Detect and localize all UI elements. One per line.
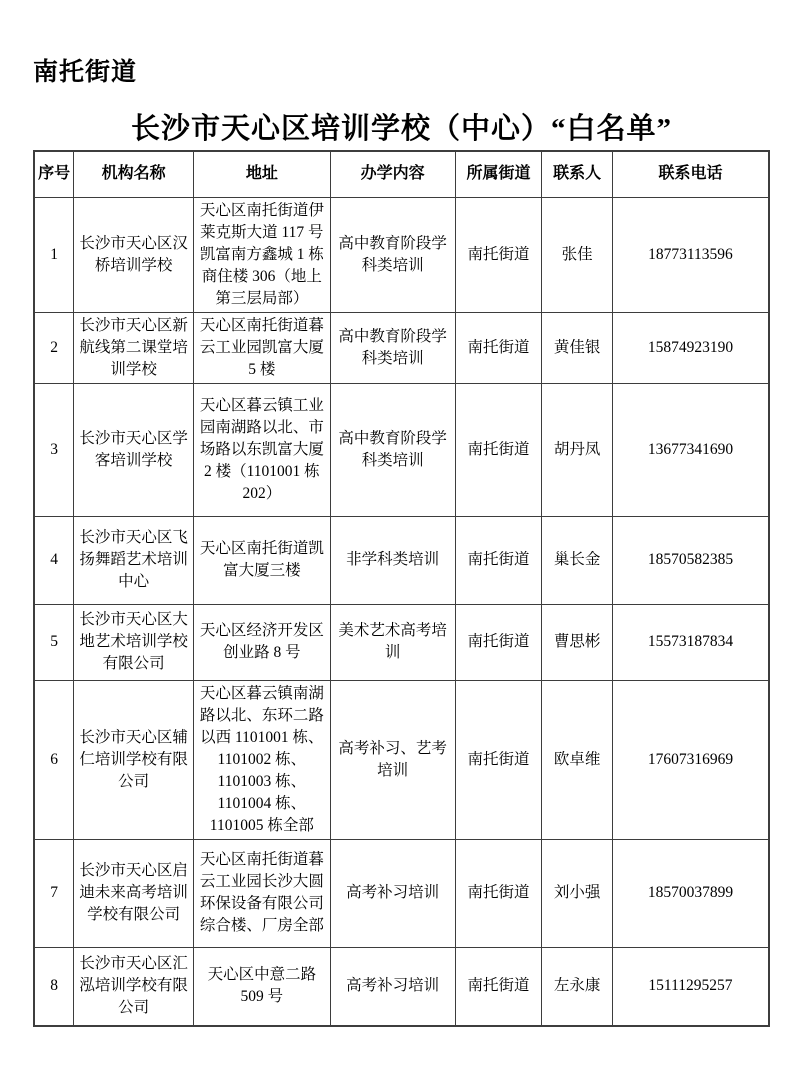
table-row [34, 312, 769, 383]
cell-street: 南托街道 [455, 680, 542, 839]
col-header-contact: 联系人 [542, 151, 613, 197]
col-header-org-name: 机构名称 [74, 151, 194, 197]
cell-serial: 8 [34, 947, 74, 1026]
cell-content: 高考补习、艺考培训 [330, 680, 455, 839]
cell-phone: 18570037899 [612, 839, 769, 947]
cell-contact: 欧卓维 [542, 680, 613, 839]
cell-content: 美术艺术高考培训 [330, 604, 455, 680]
cell-org-name: 长沙市天心区汇泓培训学校有限公司 [74, 947, 194, 1026]
col-header-address: 地址 [193, 151, 330, 197]
table-row [34, 839, 769, 947]
cell-content: 高中教育阶段学科类培训 [330, 312, 455, 383]
cell-contact: 胡丹凤 [542, 383, 613, 516]
table-header-row [34, 151, 769, 197]
cell-address: 天心区南托街道暮云工业园长沙大圆环保设备有限公司综合楼、厂房全部 [193, 839, 330, 947]
cell-serial: 7 [34, 839, 74, 947]
cell-phone: 15111295257 [612, 947, 769, 1026]
cell-address: 天心区经济开发区创业路 8 号 [193, 604, 330, 680]
cell-serial: 1 [34, 197, 74, 312]
cell-address: 天心区暮云镇工业园南湖路以北、市场路以东凯富大厦 2 楼（1101001 栋 202） [193, 383, 330, 516]
cell-phone: 15874923190 [612, 312, 769, 383]
cell-content: 高中教育阶段学科类培训 [330, 383, 455, 516]
cell-org-name: 长沙市天心区学客培训学校 [74, 383, 194, 516]
cell-address: 天心区中意二路 509 号 [193, 947, 330, 1026]
cell-content: 非学科类培训 [330, 516, 455, 604]
col-header-content: 办学内容 [330, 151, 455, 197]
cell-contact: 左永康 [542, 947, 613, 1026]
table-row [34, 604, 769, 680]
table-row [34, 680, 769, 839]
cell-serial: 6 [34, 680, 74, 839]
cell-phone: 18570582385 [612, 516, 769, 604]
cell-content: 高考补习培训 [330, 839, 455, 947]
cell-org-name: 长沙市天心区辅仁培训学校有限公司 [74, 680, 194, 839]
cell-contact: 黄佳银 [542, 312, 613, 383]
cell-org-name: 长沙市天心区汉桥培训学校 [74, 197, 194, 312]
cell-serial: 2 [34, 312, 74, 383]
cell-street: 南托街道 [455, 947, 542, 1026]
col-header-phone: 联系电话 [612, 151, 769, 197]
cell-contact: 曹思彬 [542, 604, 613, 680]
cell-street: 南托街道 [455, 604, 542, 680]
cell-org-name: 长沙市天心区启迪未来高考培训学校有限公司 [74, 839, 194, 947]
cell-street: 南托街道 [455, 312, 542, 383]
cell-org-name: 长沙市天心区大地艺术培训学校有限公司 [74, 604, 194, 680]
cell-org-name: 长沙市天心区新航线第二课堂培训学校 [74, 312, 194, 383]
cell-content: 高考补习培训 [330, 947, 455, 1026]
table-row [34, 197, 769, 312]
cell-street: 南托街道 [455, 197, 542, 312]
cell-address: 天心区暮云镇南湖路以北、东环二路以西 1101001 栋、1101002 栋、1101003 栋、1101004 栋、1101005 栋全部 [193, 680, 330, 839]
cell-phone: 17607316969 [612, 680, 769, 839]
col-header-street: 所属街道 [455, 151, 542, 197]
cell-content: 高中教育阶段学科类培训 [330, 197, 455, 312]
cell-contact: 刘小强 [542, 839, 613, 947]
cell-phone: 15573187834 [612, 604, 769, 680]
cell-contact: 巢长金 [542, 516, 613, 604]
cell-serial: 4 [34, 516, 74, 604]
table-row [34, 516, 769, 604]
cell-serial: 5 [34, 604, 74, 680]
whitelist-table [33, 150, 770, 1027]
table-title: 长沙市天心区培训学校（中心）“白名单” [130, 113, 672, 145]
cell-address: 天心区南托街道伊莱克斯大道 117 号凯富南方鑫城 1 栋商住楼 306（地上第三层局部） [193, 197, 330, 312]
cell-org-name: 长沙市天心区飞扬舞蹈艺术培训中心 [74, 516, 194, 604]
table-row [34, 383, 769, 516]
cell-street: 南托街道 [455, 516, 542, 604]
cell-contact: 张佳 [542, 197, 613, 312]
cell-phone: 18773113596 [612, 197, 769, 312]
cell-street: 南托街道 [455, 383, 542, 516]
cell-phone: 13677341690 [612, 383, 769, 516]
cell-address: 天心区南托街道暮云工业园凯富大厦 5 楼 [193, 312, 330, 383]
cell-address: 天心区南托街道凯富大厦三楼 [193, 516, 330, 604]
table-row [34, 947, 769, 1026]
cell-serial: 3 [34, 383, 74, 516]
section-heading: 南托街道 [33, 58, 138, 86]
col-header-serial: 序号 [34, 151, 74, 197]
cell-street: 南托街道 [455, 839, 542, 947]
